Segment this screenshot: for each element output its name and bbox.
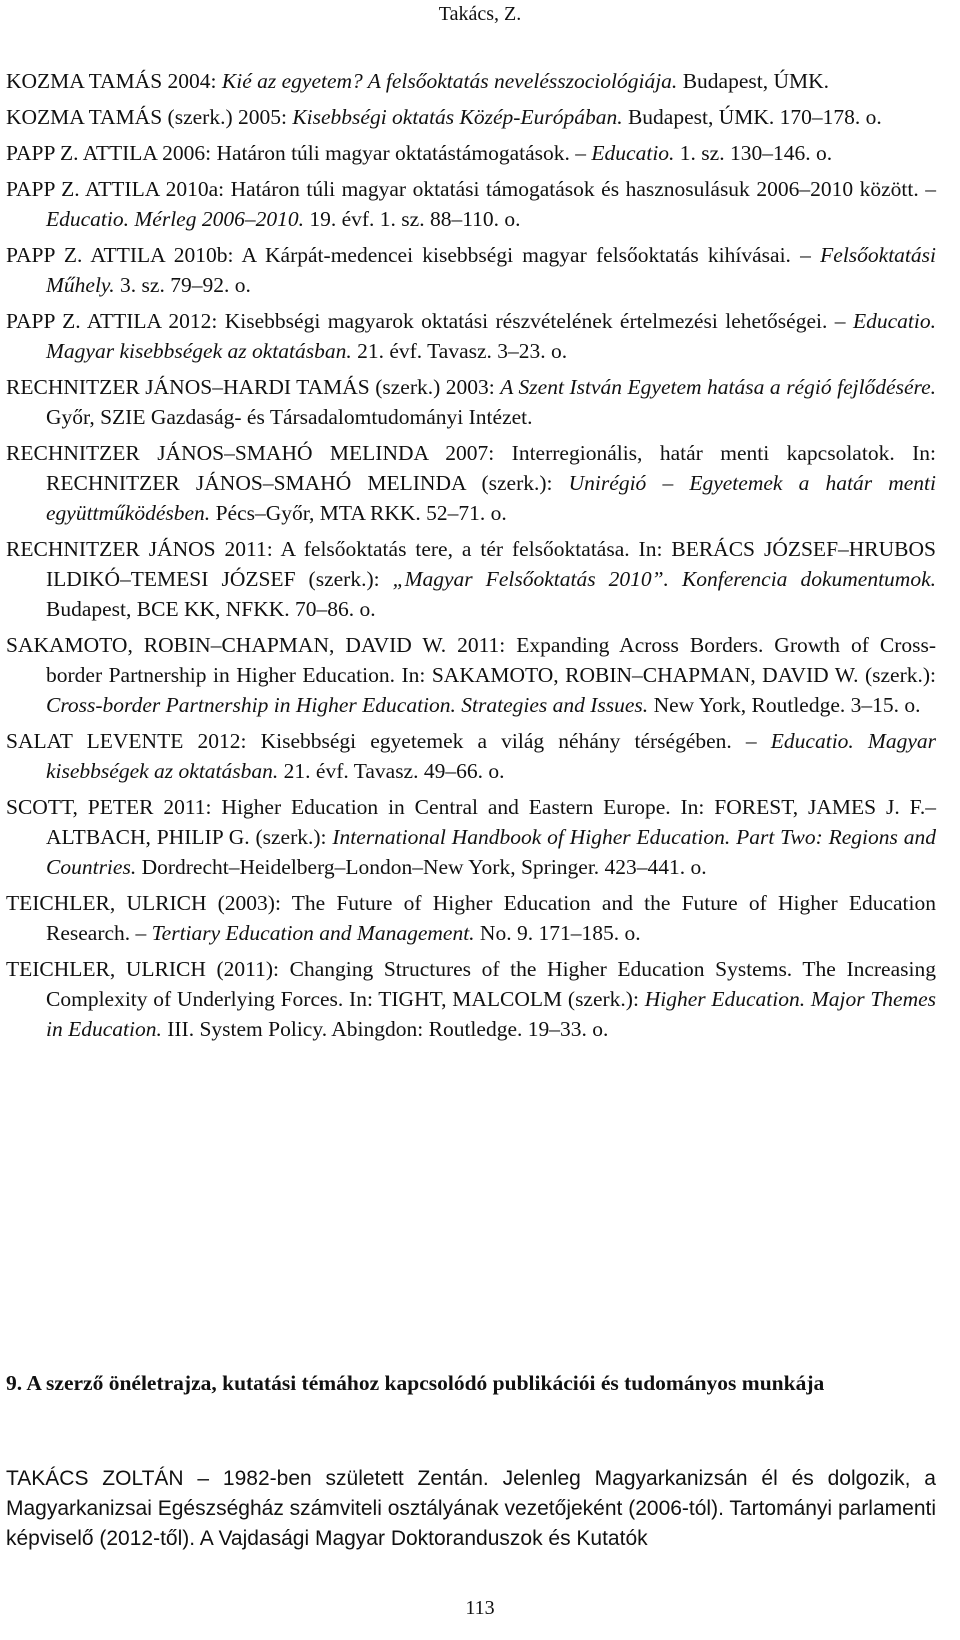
reference-authors: SAKAMOTO, ROBIN–CHAPMAN, DAVID W. 2011: Expanding Across Borders. Growth of Cross-border Partnership in Higher Education. In: SAKAMOTO, ROBIN–CHAPMAN, DAVID W. (szerk.): <box>6 633 936 687</box>
reference-item <box>6 306 936 366</box>
reference-item <box>6 372 936 432</box>
reference-authors: SALAT LEVENTE 2012: Kisebbségi egyetemek a világ néhány térségében. – <box>6 729 771 753</box>
reference-item <box>6 66 936 96</box>
reference-authors: RECHNITZER JÁNOS–SMAHÓ MELINDA 2007: Interregionális, határ menti kapcsolatok. In: RECHNITZER JÁNOS–SMAHÓ MELINDA (szerk.): <box>6 441 936 495</box>
reference-item <box>6 954 936 1044</box>
reference-title: „Magyar Felsőoktatás 2010”. Konferencia dokumentumok. <box>392 567 936 591</box>
reference-title: Educatio. <box>591 141 675 165</box>
reference-title: Cross-border Partnership in Higher Education. Strategies and Issues. <box>46 693 649 717</box>
reference-title: Kisebbségi oktatás Közép-Európában. <box>292 105 623 129</box>
reference-item <box>6 174 936 234</box>
reference-authors: PAPP Z. ATTILA 2006: Határon túli magyar oktatástámogatások. – <box>6 141 592 165</box>
reference-publication: Dordrecht–Heidelberg–London–New York, Springer. 423–441. o. <box>136 855 707 879</box>
reference-authors: PAPP Z. ATTILA 2010b: A Kárpát-medencei kisebbségi magyar felsőoktatás kihívásai. – <box>6 243 821 267</box>
reference-item <box>6 534 936 624</box>
reference-publication: 19. évf. 1. sz. 88–110. o. <box>303 207 521 231</box>
reference-item <box>6 792 936 882</box>
reference-publication: Pécs–Győr, MTA RKK. 52–71. o. <box>210 501 507 525</box>
reference-publication: New York, Routledge. 3–15. o. <box>648 693 921 717</box>
reference-title: A Szent István Egyetem hatása a régió fejlődésére. <box>500 375 936 399</box>
reference-authors: TEICHLER, ULRICH (2011): Changing Structures of the Higher Education Systems. The Increasing Complexity of Underlying Forces. In: TIGHT, MALCOLM (szerk.): <box>6 957 936 1011</box>
reference-authors: SCOTT, PETER 2011: Higher Education in Central and Eastern Europe. In: FOREST, JAMES J. F.–ALTBACH, PHILIP G. (szerk.): <box>6 795 936 849</box>
reference-title: Tertiary Education and Management. <box>151 921 475 945</box>
reference-list <box>6 66 936 1044</box>
reference-title: Educatio. Magyar kisebbségek az oktatásban. <box>46 309 936 363</box>
reference-authors: RECHNITZER JÁNOS–HARDI TAMÁS (szerk.) 2003: <box>6 375 501 399</box>
reference-authors: PAPP Z. ATTILA 2012: Kisebbségi magyarok oktatási részvételének értelmezési lehetőségei. – <box>6 309 853 333</box>
reference-item <box>6 438 936 528</box>
reference-title: Kié az egyetem? A felsőoktatás nevelésszociológiája. <box>221 69 678 93</box>
reference-authors: KOZMA TAMÁS (szerk.) 2005: <box>6 105 293 129</box>
reference-item <box>6 888 936 948</box>
running-header: Takács, Z. <box>438 3 522 25</box>
reference-title: Unirégió – Egyetemek a határ menti együttműködésben. <box>46 471 936 525</box>
reference-authors: RECHNITZER JÁNOS 2011: A felsőoktatás tere, a tér felsőoktatása. In: BERÁCS JÓZSEF–HRUBOS ILDIKÓ–TEMESI JÓZSEF (szerk.): <box>6 537 936 591</box>
reference-authors: KOZMA TAMÁS 2004: <box>6 69 222 93</box>
reference-item <box>6 726 936 786</box>
reference-publication: Budapest, ÚMK. 170–178. o. <box>622 105 882 129</box>
reference-publication: Budapest, ÚMK. <box>677 69 829 93</box>
reference-title: Felsőoktatási Műhely. <box>46 243 936 297</box>
reference-item <box>6 138 936 168</box>
reference-publication: Győr, SZIE Gazdaság- és Társadalomtudományi Intézet. <box>46 405 533 429</box>
reference-authors: PAPP Z. ATTILA 2010a: Határon túli magyar oktatási támogatások és hasznosulásuk 2006–2010 között. – <box>6 177 936 201</box>
reference-publication: 3. sz. 79–92. o. <box>114 273 251 297</box>
reference-item <box>6 240 936 300</box>
reference-authors: TEICHLER, ULRICH (2003): The Future of Higher Education and the Future of Higher Education Research. – <box>6 891 936 945</box>
reference-title: Educatio. Mérleg 2006–2010. <box>46 207 304 231</box>
page-number: 113 <box>465 1597 495 1619</box>
reference-publication: 21. évf. Tavasz. 3–23. o. <box>351 339 568 363</box>
reference-publication: 1. sz. 130–146. o. <box>674 141 833 165</box>
reference-item <box>6 102 936 132</box>
reference-item <box>6 630 936 720</box>
reference-title: International Handbook of Higher Education. Part Two: Regions and Countries. <box>46 825 936 879</box>
reference-publication: No. 9. 171–185. o. <box>474 921 641 945</box>
reference-title: Educatio. Magyar kisebbségek az oktatásban. <box>46 729 936 783</box>
reference-title: Higher Education. Major Themes in Education. <box>46 987 937 1041</box>
section-heading: 9. A szerző önéletrajza, kutatási témához kapcsolódó publikációi és tudományos munkája <box>6 1371 825 1395</box>
reference-publication: Budapest, BCE KK, NFKK. 70–86. o. <box>46 597 376 621</box>
reference-publication: 21. évf. Tavasz. 49–66. o. <box>278 759 505 783</box>
reference-publication: III. System Policy. Abingdon: Routledge. 19–33. o. <box>161 1017 609 1041</box>
author-bio-paragraph: TAKÁCS ZOLTÁN – 1982-ben született Zentán. Jelenleg Magyarkanizsán él és dolgozik, a Magyarkanizsai Egészségház számviteli osztályának vezetőjeként (2006-tól). Tartományi parlamenti képviselő (2012-től). A Vajdasági Magyar Doktoranduszok és Kutatók <box>6 1467 936 1550</box>
